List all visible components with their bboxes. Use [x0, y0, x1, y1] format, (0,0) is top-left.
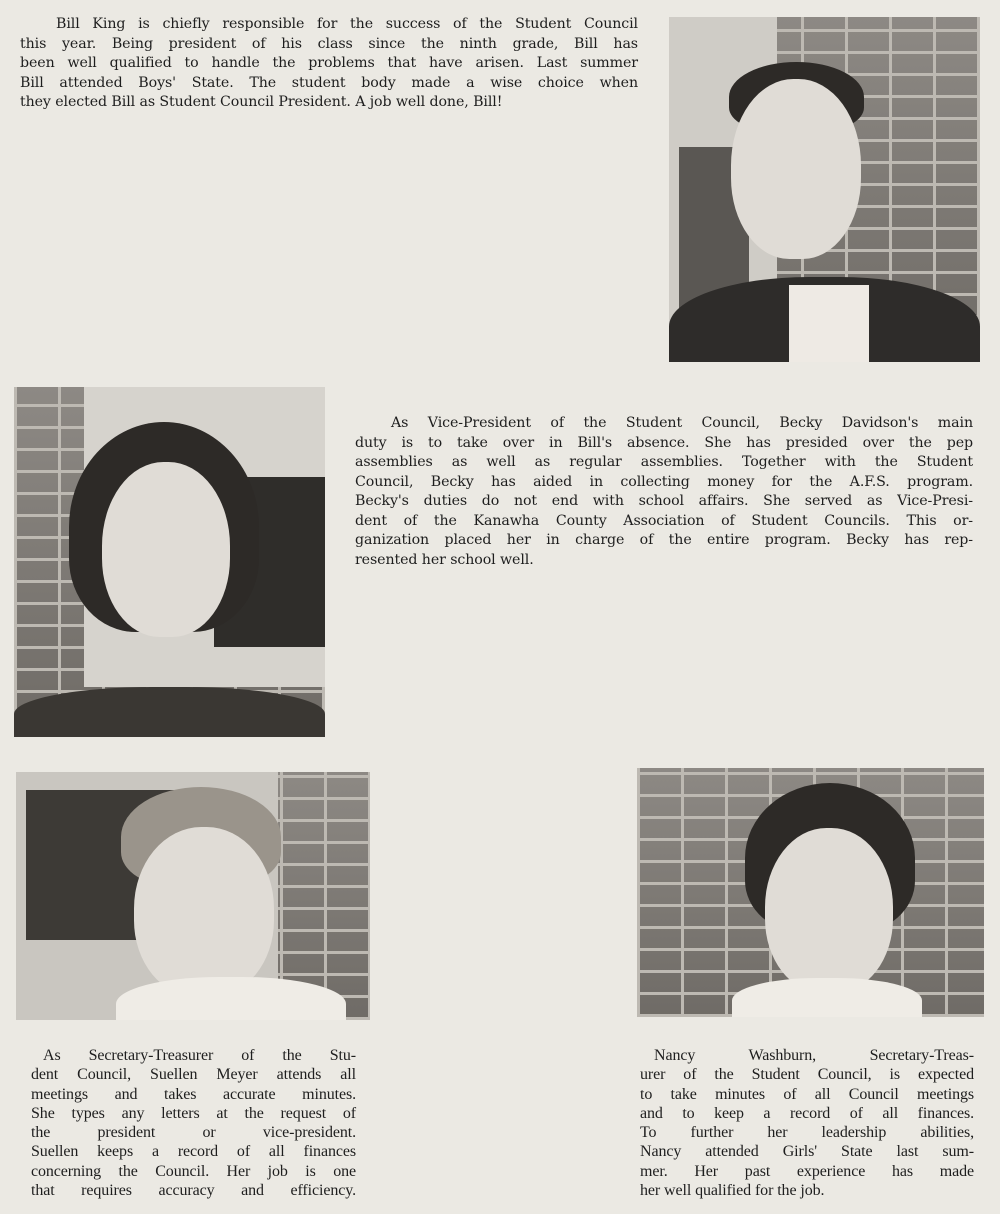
caption-line: urer of the Student Council, is expected	[640, 1066, 974, 1084]
caption-line: and to keep a record of all finances.	[640, 1104, 974, 1122]
caption-line: been well qualified to handle the problems that have arisen. Last summer	[20, 55, 638, 71]
becky-davidson-caption	[355, 414, 973, 570]
caption-line: dent Council, Suellen Meyer attends all	[31, 1066, 356, 1084]
caption-line: the president or vice-president.	[31, 1124, 356, 1142]
caption-line: She types any letters at the request of	[31, 1104, 356, 1122]
caption-line: that requires accuracy and efficiency.	[31, 1182, 356, 1200]
caption-line: Bill King is chiefly responsible for the success of the Student Council	[56, 16, 638, 32]
caption-line: this year. Being president of his class since the ninth grade, Bill has	[20, 35, 638, 52]
nancy-washburn-portrait	[637, 768, 984, 1017]
caption-line: To further her leadership abilities,	[640, 1124, 974, 1142]
caption-line: Nancy attended Girls' State last sum-	[640, 1143, 974, 1161]
caption-line: Council, Becky has aided in collecting money for the A.F.S. program.	[355, 473, 973, 490]
bill-king-caption	[20, 15, 638, 113]
caption-line: Nancy Washburn, Secretary-Treas-	[654, 1047, 974, 1064]
caption-line: Becky's duties do not end with school affairs. She served as Vice-Presi-	[355, 493, 973, 509]
caption-line: mer. Her past experience has made	[640, 1162, 974, 1180]
suellen-meyer-portrait	[16, 772, 370, 1020]
caption-line: her well qualified for the job.	[640, 1182, 825, 1200]
caption-line: Suellen keeps a record of all finances	[31, 1143, 356, 1161]
caption-line: ganization placed her in charge of the entire program. Becky has rep-	[355, 532, 973, 548]
caption-line: duty is to take over in Bill's absence. She has presided over the pep	[355, 434, 973, 451]
bill-king-portrait	[669, 17, 980, 362]
caption-line: Bill attended Boys' State. The student body made a wise choice when	[20, 74, 638, 91]
caption-line: meetings and takes accurate minutes.	[31, 1085, 356, 1103]
becky-davidson-portrait	[14, 387, 325, 737]
caption-line: they elected Bill as Student Council President. A job well done, Bill!	[20, 94, 503, 110]
suellen-meyer-caption	[31, 1046, 356, 1200]
caption-line: As Secretary-Treasurer of the Stu-	[43, 1047, 356, 1064]
caption-line: resented her school well.	[355, 551, 534, 568]
caption-line: to take minutes of all Council meetings	[640, 1085, 974, 1103]
nancy-washburn-caption	[640, 1046, 974, 1200]
caption-line: As Vice-President of the Student Council, Becky Davidson's main	[391, 415, 973, 431]
caption-line: dent of the Kanawha County Association of Student Councils. This or-	[355, 512, 973, 529]
caption-line: concerning the Council. Her job is one	[31, 1162, 356, 1180]
caption-line: assemblies as well as regular assemblies. Together with the Student	[355, 454, 973, 470]
